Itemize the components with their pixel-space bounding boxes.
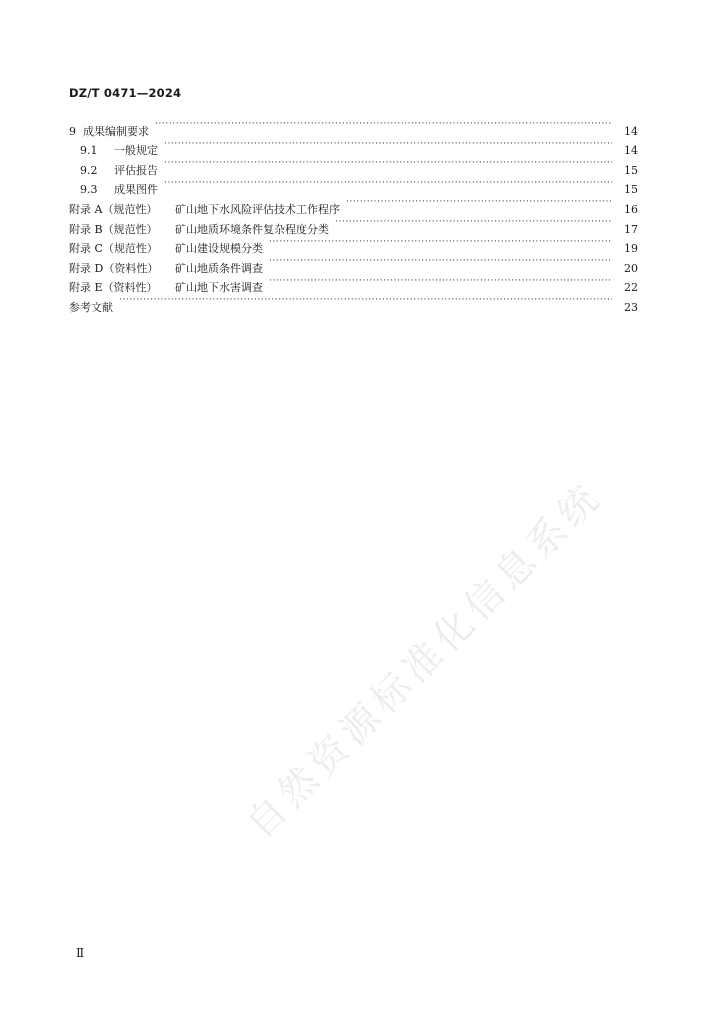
toc-title: 参考文献 <box>69 300 113 314</box>
appendix-label: 附录 E（资料性） <box>69 281 158 295</box>
toc-page: 22 <box>624 281 638 295</box>
toc-page: 15 <box>624 183 638 197</box>
toc-page: 14 <box>624 144 638 158</box>
toc-number: 9.1 <box>80 144 98 158</box>
page-folio: Ⅱ <box>76 946 85 960</box>
appendix-label: 附录 C（规范性） <box>69 242 158 256</box>
toc-page: 23 <box>624 300 638 314</box>
toc-number: 9 <box>69 124 76 138</box>
dot-leader <box>164 174 612 194</box>
dot-leader <box>269 252 612 272</box>
dot-leader <box>269 233 612 253</box>
dot-leader <box>164 154 612 174</box>
dot-leader <box>119 291 612 311</box>
toc-page: 17 <box>624 222 638 236</box>
standard-code: DZ/T 0471—2024 <box>69 86 182 100</box>
table-of-contents <box>69 115 638 314</box>
toc-title: 一般规定 <box>114 144 158 158</box>
dot-leader <box>335 213 612 233</box>
dot-leader <box>269 272 612 292</box>
toc-title: 评估报告 <box>114 163 158 177</box>
toc-entry-9[interactable] <box>69 115 638 138</box>
appendix-label: 附录 B（规范性） <box>69 222 158 236</box>
dot-leader <box>164 135 612 155</box>
watermark: 自然资源标准化信息系统 <box>237 473 612 847</box>
toc-title: 矿山地质环境条件复杂程度分类 <box>175 222 329 236</box>
toc-number: 9.3 <box>80 183 98 197</box>
toc-page: 15 <box>624 163 638 177</box>
toc-number: 9.2 <box>80 163 98 177</box>
dot-leader <box>155 115 612 135</box>
toc-title: 矿山地下水风险评估技术工作程序 <box>175 202 340 216</box>
toc-page: 20 <box>624 261 638 275</box>
toc-page: 14 <box>624 124 638 138</box>
toc-title: 矿山建设规模分类 <box>175 242 263 256</box>
toc-title: 矿山地下水害调查 <box>175 281 263 295</box>
toc-references[interactable] <box>69 291 638 314</box>
appendix-label: 附录 A（规范性） <box>69 202 158 216</box>
toc-page: 16 <box>624 202 638 216</box>
appendix-label: 附录 D（资料性） <box>69 261 159 275</box>
toc-title: 矿山地质条件调查 <box>175 261 263 275</box>
toc-page: 19 <box>624 242 638 256</box>
toc-title: 成果图件 <box>114 183 158 197</box>
dot-leader <box>346 193 612 213</box>
toc-title: 成果编制要求 <box>83 124 149 138</box>
